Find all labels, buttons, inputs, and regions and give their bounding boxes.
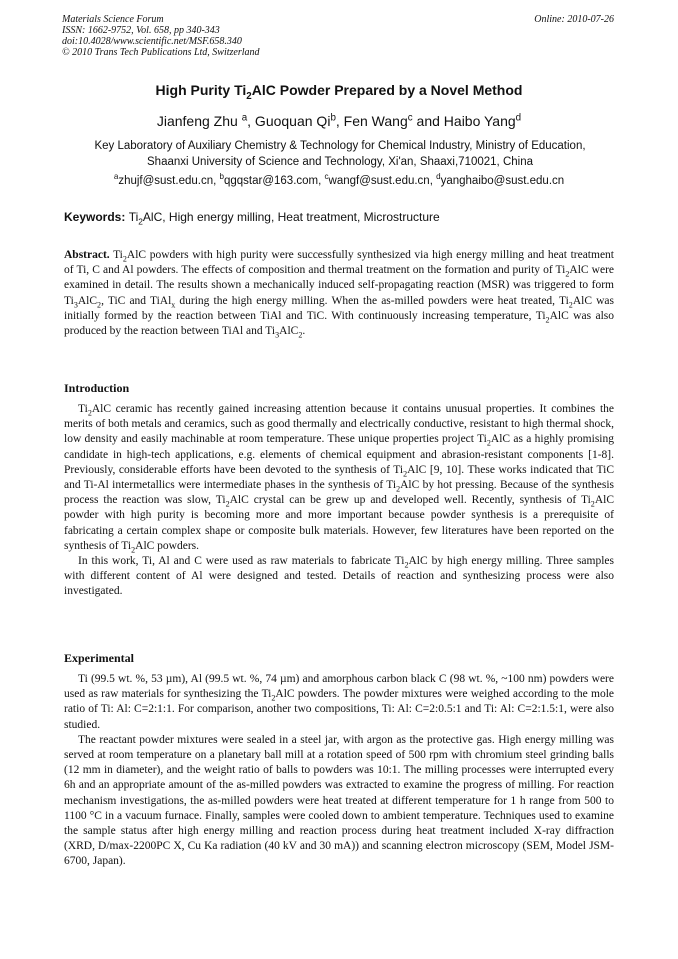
- text-run: .: [302, 325, 306, 338]
- keywords-label: Keywords:: [64, 210, 129, 224]
- text-run: Ti (99.5 wt. %, 53 µm), Al (99.5 wt. %, 74 µm) and amorphous carbon black C (98 wt. %, ~100 nm) powders were used as raw materials for synthesizing the Ti: [64, 673, 614, 701]
- section-heading-introduction: Introduction: [64, 381, 130, 395]
- keywords-text: Ti: [128, 210, 139, 224]
- email-link[interactable]: wangf@sust.edu.cn,: [328, 175, 437, 187]
- text-run: AlC as a highly promising candidate in high-tech applications, e.g. elements of chemical equipment and abrasion-resistant components [1-8]. Previously, considerable efforts have been devoted to the synthesis of Ti: [64, 433, 614, 476]
- introduction-paragraph: [64, 402, 614, 554]
- text-run: AlC by high energy milling. Three samples with different content of Al were designed and tested. Details of reaction and synthesizing process were also investigated.: [64, 555, 614, 598]
- formula-subscript: 2: [404, 560, 409, 570]
- author-name: and Haibo Yang: [412, 113, 516, 129]
- abstract-text: [64, 249, 615, 340]
- keywords-sub: 2: [138, 216, 143, 227]
- journal-header: [62, 14, 260, 58]
- formula-subscript: 2: [97, 299, 102, 309]
- title-part: High Purity Ti: [155, 82, 247, 98]
- text-run: during the high energy milling. When the as-milled powders were heat treated, Ti: [175, 294, 569, 307]
- journal-issn: ISSN: 1662-9752, Vol. 658, pp 340-343: [62, 25, 220, 36]
- author-list: [0, 113, 678, 129]
- text-run: AlC crystal can be grew up and developed well. Recently, synthesis of Ti: [229, 494, 591, 507]
- formula-subscript: 2: [403, 469, 408, 479]
- formula-subscript: 3: [73, 299, 78, 309]
- formula-subscript: x: [171, 299, 176, 309]
- journal-doi[interactable]: doi:10.4028/www.scientific.net/MSF.658.340: [62, 36, 242, 47]
- text-run: AlC powder with high purity is becoming more and more important because powder synthesis is a prerequisite of fabricating a certain complex shape or composite bulk materials. However, few literatures have been reported on the synthesis of Ti: [64, 494, 614, 552]
- text-run: AlC powders.: [135, 539, 200, 552]
- introduction-body: [64, 402, 614, 600]
- paper-title: [0, 82, 678, 102]
- formula-subscript: 2: [271, 693, 276, 703]
- text-run: AlC by hot pressing. Because of the synthesis process the reaction was slow, Ti: [64, 479, 614, 507]
- text-run: AlC: [77, 294, 98, 307]
- formula-subscript: 2: [590, 499, 595, 509]
- keywords-text: AlC, High energy milling, Heat treatment, Microstructure: [142, 210, 440, 224]
- author-name: , Fen Wang: [335, 113, 408, 129]
- formula-subscript: 2: [565, 269, 570, 279]
- email-mark: a: [113, 172, 119, 182]
- text-run: , TiC and TiAl: [101, 294, 172, 307]
- formula-subscript: 2: [87, 408, 92, 418]
- text-run: AlC was initially formed by the reaction between TiAl and TiC. With continuously increasing temperature, Ti: [64, 294, 614, 322]
- formula-subscript: 2: [131, 545, 136, 555]
- author-mark: b: [330, 112, 336, 124]
- formula-subscript: 2: [568, 299, 573, 309]
- affiliation-line: Shaanxi University of Science and Technology, Xi'an, Shaaxi,710021, China: [147, 156, 533, 168]
- author-mark: c: [407, 112, 413, 124]
- experimental-body: [64, 672, 614, 870]
- affiliation-line: Key Laboratory of Auxiliary Chemistry & Technology for Chemical Industry, Ministry of Education,: [94, 140, 586, 152]
- formula-subscript: 3: [275, 330, 280, 340]
- abstract-paragraph: [64, 248, 614, 339]
- experimental-paragraph: The reactant powder mixtures were sealed in a steel jar, with argon as the protective gas. High energy milling was served at room temperature on a planetary ball mill at a rotation speed of 500 rpm with chromium steel grinding balls (12 mm in diameter), and the weight ratio of balls to powders was 10:1. The milling processes were interrupted every 6h and an appropriate amount of the as-milled powders was extracted to examine the progress of milling. For reaction mechanism investigations, the as-milled powders were heat treated at different temperature for 1 h range from 500 to 1100 °C in a vacuum furnace. Finally, samples were cooled down to ambient temperature. Techniques used to examine the sample status after high energy milling and reaction process during heat treatment included X-ray diffraction (XRD, D/max-2200PC X, Cu Ka radiation (40 kV and 30 mA)) and scanning electron microscopy (SEM, Model JSM-6700, Japan).: [64, 733, 614, 868]
- text-run: In this work, Ti, Al and C were used as raw materials to fabricate Ti: [78, 555, 405, 568]
- email-mark: d: [436, 172, 441, 182]
- abstract-label: Abstract.: [64, 249, 110, 261]
- author-name: , Guoquan Qi: [247, 113, 331, 129]
- formula-subscript: 2: [545, 315, 550, 325]
- formula-subscript: 2: [298, 330, 303, 340]
- author-name: Jianfeng Zhu: [156, 113, 242, 129]
- abstract: [64, 248, 614, 339]
- text-run: AlC ceramic has recently gained increasing attention because it contains unusual properties. It combines the merits of both metals and ceramics, such as good thermally and electrically conductive, resistant to high thermal shock, low density and easily machinable at room temperature. These unique properties project Ti: [64, 403, 614, 446]
- author-mark: d: [515, 112, 522, 124]
- journal-copyright: © 2010 Trans Tech Publications Ltd, Switzerland: [62, 47, 260, 58]
- section-heading-experimental: Experimental: [64, 651, 134, 665]
- experimental-paragraph: [64, 672, 614, 733]
- title-sub: 2: [246, 90, 252, 102]
- text-run: AlC were examined in detail. The results shown a mechanically induced self-propagating reaction (MSR) was triggered to form Ti: [64, 264, 614, 307]
- email-link[interactable]: zhujf@sust.edu.cn,: [118, 175, 220, 187]
- text-run: Ti: [78, 403, 88, 415]
- formula-subscript: 2: [486, 438, 491, 448]
- text-run: Ti: [109, 249, 123, 261]
- formula-subscript: 2: [225, 499, 230, 509]
- email-mark: b: [219, 172, 224, 182]
- text-run: AlC powders. The powder mixtures were weighed according to the mole ratio of Ti: Al: C=2:1:1. For comparison, another two compositions, Ti: Al: C=2:0.5:1 and Ti: Al: C=2:1.5:1, were also studied.: [64, 688, 615, 731]
- journal-name: Materials Science Forum: [62, 14, 164, 25]
- title-part: AlC Powder Prepared by a Novel Method: [251, 82, 523, 98]
- text-run: AlC: [279, 325, 299, 338]
- text-run: AlC was also produced by the reaction between TiAl and Ti: [64, 309, 614, 338]
- formula-subscript: 2: [122, 254, 127, 264]
- email-list: [0, 172, 678, 187]
- text-run: AlC [9, 10]. These works indicated that TiC and Ti-Al intermetallics were intermediate phases in the synthesis of Ti: [64, 463, 614, 492]
- email-mark: c: [324, 172, 329, 182]
- email-link[interactable]: qgqstar@163.com,: [223, 175, 325, 187]
- formula-subscript: 2: [396, 484, 401, 494]
- affiliation: [60, 138, 620, 170]
- email-link[interactable]: yanghaibo@sust.edu.cn: [440, 175, 565, 187]
- introduction-paragraph: [64, 554, 614, 600]
- author-mark: a: [241, 112, 248, 124]
- text-run: AlC powders with high purity were successfully synthesized via high energy milling and heat treatment of Ti, C and Al powders. The effects of composition and thermal treatment on the formation and purity of Ti: [64, 249, 615, 277]
- online-date: Online: 2010-07-26: [534, 14, 614, 25]
- keywords: [64, 210, 440, 227]
